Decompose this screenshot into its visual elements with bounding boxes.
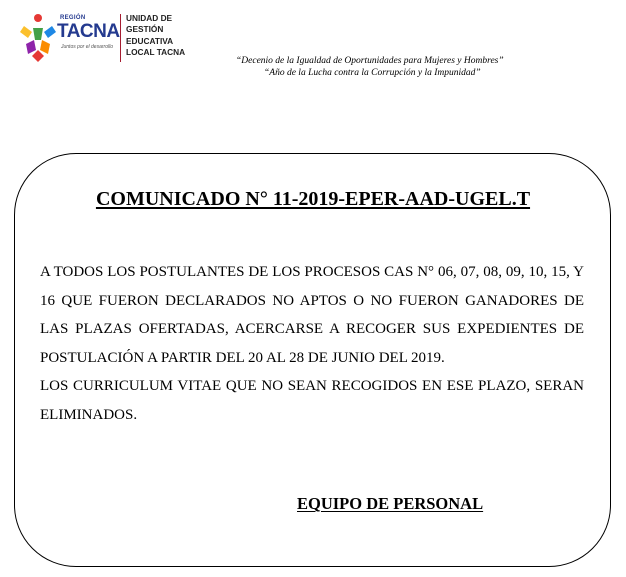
- notice-paragraph-2: LOS CURRICULUM VITAE QUE NO SEAN RECOGIDOS EN ESE PLAZO, SERAN ELIMINADOS.: [40, 378, 584, 423]
- document-header: [0, 0, 626, 90]
- institution-line: GESTIÓN: [126, 24, 164, 35]
- institution-line: LOCAL TACNA: [126, 46, 186, 57]
- mottos: [236, 55, 504, 79]
- signature: EQUIPO DE PERSONAL: [297, 494, 484, 513]
- motto-line-2: “Año de la Lucha contra la Corrupción y la Impunidad”: [264, 68, 481, 78]
- header-divider: [120, 14, 121, 62]
- notice-paragraph-1: A TODOS LOS POSTULANTES DE LOS PROCESOS CAS N° 06, 07, 08, 09, 10, 15, Y 16 QUE FUERON DECLARADOS NO APTOS O NO FUERON GANADORES DE LAS PLAZAS OFERTADAS, ACERCARSE A RECOGER SUS EXPEDIENTES DE POSTULACIÓN A PARTIR DEL 20 AL 28 DE JUNIO DEL 2019.: [40, 264, 584, 366]
- institution-line: UNIDAD DE: [126, 13, 173, 23]
- brand-name: TACNA: [57, 21, 120, 42]
- region-label: REGIÓN: [60, 15, 86, 21]
- institution-line: EDUCATIVA: [126, 35, 174, 46]
- brand-tagline: Juntos por el desarrollo: [61, 44, 113, 50]
- notice-title: COMUNICADO N° 11-2019-EPER-AAD-UGEL.T: [95, 188, 531, 210]
- notice-body: [40, 258, 584, 429]
- institution-name: [126, 13, 185, 58]
- motto-line-1: “Decenio de la Igualdad de Oportunidades para Mujeres y Hombres”: [236, 56, 504, 66]
